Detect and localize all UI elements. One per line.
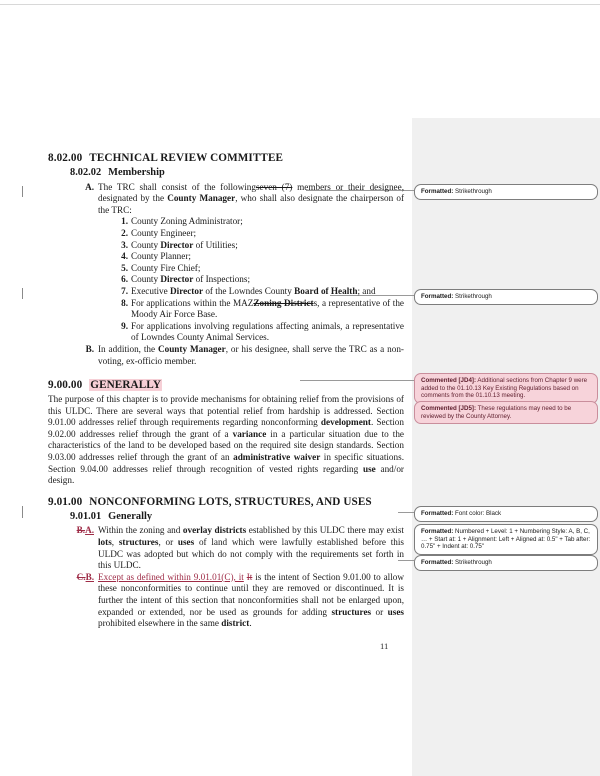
balloon-text: Strikethrough — [453, 188, 492, 195]
list-trc-members — [98, 216, 404, 344]
list-marker: 1. — [121, 216, 128, 227]
list-item-revised-a — [76, 525, 405, 571]
member-bold-2: Board of Health — [294, 285, 358, 296]
balloon-label: Commented [JD5]: — [421, 405, 477, 412]
item-a-p4: , or — [158, 537, 178, 548]
list-item-8 — [118, 298, 404, 321]
member-bold: Director — [160, 239, 194, 250]
change-bar — [22, 186, 23, 197]
formatted-balloon-strikethrough-3[interactable] — [414, 555, 598, 571]
inserted-marker: A. — [85, 525, 94, 536]
member-text-post: s, a representative of the Moody Air Force Base. — [131, 297, 404, 320]
member-bold: Director — [160, 274, 194, 285]
member-text-post: of Inspections; — [193, 274, 251, 285]
purpose-p1: The purpose of this chapter is to provide mechanisms for obtaining relief from the provisions of this ULDC. There are several ways that potential relief from hardship is addressed. Section 9.01.00 addresses relief through requirements regarding nonconforming — [48, 394, 404, 428]
item-a-p3: , — [111, 537, 119, 548]
purpose-p2: . Section 9.02.00 addresses relief through the grant of a — [48, 417, 404, 439]
list-item — [118, 251, 404, 263]
balloon-text: Numbered + Level: 1 + Numbering Style: A, B, C, … + Start at: 1 + Alignment: Left + Aligned at: 0.5" + Tab after: 0.75" + Indent at: 0.75" — [421, 528, 591, 551]
member-text: County Planner; — [131, 251, 191, 262]
item-a-bold-lots: lots — [98, 537, 112, 548]
heading-8-02-02 — [48, 167, 404, 180]
page-top-rule — [0, 4, 600, 5]
subheading-number: 9.01.01 — [70, 510, 102, 522]
formatted-balloon-strikethrough-2[interactable] — [414, 289, 598, 305]
purpose-bold-admin-waiver: administrative waiver — [233, 452, 321, 463]
subheading-title: Generally — [108, 510, 153, 522]
item-b-text-pre: In addition, the — [98, 343, 158, 354]
item-b-p4: . — [249, 618, 252, 629]
item-b-bold-structures: structures — [331, 606, 372, 617]
balloon-text: Strikethrough — [453, 293, 492, 300]
list-nonconforming — [48, 525, 404, 629]
item-b-text-post: , or his designee, shall serve the TRC as a non-voting, ex-officio member. — [98, 343, 404, 366]
list-marker: B. — [85, 343, 94, 354]
list-marker: 9. — [121, 320, 128, 331]
heading-title-highlighted: GENERALLY — [90, 379, 162, 392]
item-a-struck-text: seven (7) — [255, 181, 293, 192]
purpose-p3: in a particular situation due to the characteristics of the land to be developed based on the required site design standards. Section 9.03.00 addresses relief through the grant of an — [48, 428, 404, 463]
list-marker: A. — [85, 181, 94, 192]
item-b-p3: prohibited elsewhere in the same — [98, 618, 222, 629]
item-b-p1: is the intent of Section 9.01.00 to allow these nonconformities to continue until they are removed or discontinued. It is further the intent of this section that nonconformities shall not be enlarged upon, expanded or extended, nor be used as grounds for adding — [98, 571, 405, 617]
member-bold: Director — [170, 285, 204, 296]
subheading-title: Membership — [108, 167, 165, 178]
heading-9-01-01 — [48, 511, 404, 524]
member-text: County — [131, 274, 161, 285]
formatted-balloon-strikethrough-1[interactable] — [414, 184, 598, 200]
deleted-marker: C. — [76, 571, 86, 582]
heading-number: 9.00.00 — [48, 379, 83, 392]
item-a-p1: Within the zoning and — [98, 525, 183, 536]
list-marker: 3. — [121, 239, 128, 250]
list-item-b — [86, 344, 404, 367]
list-item — [118, 263, 404, 275]
comment-balloon-jd5[interactable] — [414, 401, 598, 424]
inserted-text: Except as defined within 9.01.01(C), it — [98, 571, 244, 582]
item-a-bold-structures: structures — [118, 537, 159, 548]
list-marker-revised — [74, 572, 94, 584]
item-a-text-tail: , who shall also designate the chairperson of the TRC: — [98, 193, 405, 215]
item-a-p2: established by this ULDC there may exist — [246, 525, 404, 536]
page-number: 11 — [380, 641, 389, 651]
member-text: Executive — [131, 285, 171, 296]
item-a-text-before: The TRC shall consist of the following — [98, 181, 256, 192]
member-text-post: of Utilities; — [193, 239, 238, 250]
document-body — [48, 152, 404, 630]
member-text-post: of the Lowndes County — [203, 285, 295, 296]
list-item — [118, 228, 404, 240]
list-item — [118, 216, 404, 228]
list-trc-membership — [48, 182, 404, 368]
balloon-text: Font color: Black — [453, 510, 502, 517]
item-b-bold-district: district — [221, 618, 250, 629]
list-item — [118, 321, 404, 344]
list-marker: 8. — [121, 297, 128, 308]
purpose-bold-development: development — [320, 417, 371, 428]
member-text: For applications involving regulations affecting animals, a representative of Lowndes County Animal Services. — [131, 320, 404, 343]
comment-balloon-jd4[interactable] — [414, 373, 598, 404]
item-a-p5: of land which were lawfully established before this ULDC was adopted but which do not comply with the requirements set forth in this ULDC. — [98, 537, 405, 571]
paragraph-chapter9-purpose — [48, 394, 404, 487]
balloon-label: Formatted: — [421, 528, 454, 535]
item-b-bold-county-manager: County Manager — [157, 343, 226, 354]
member-text: County Engineer; — [131, 227, 197, 238]
list-item-a — [86, 182, 404, 344]
formatted-balloon-numbering[interactable] — [414, 524, 598, 555]
list-marker: 5. — [121, 262, 128, 273]
heading-title: NONCONFORMING LOTS, STRUCTURES, AND USES — [89, 495, 372, 508]
member-text-post-2: ; and — [357, 285, 376, 296]
balloon-label: Formatted: — [421, 559, 454, 566]
list-item — [118, 286, 404, 298]
heading-8-02-00 — [48, 152, 404, 165]
inserted-marker: B. — [85, 571, 94, 582]
balloon-text: Strikethrough — [453, 559, 492, 566]
item-b-bold-uses: uses — [387, 606, 404, 617]
item-b-p2: or — [371, 606, 388, 617]
purpose-bold-use: use — [362, 463, 376, 474]
list-marker: 6. — [121, 274, 128, 285]
member-text: County Fire Chief; — [131, 262, 201, 273]
balloon-label: Commented [JD4]: — [421, 377, 477, 384]
purpose-p4: in specific situations. Section 9.04.00 addresses relief through recognition of vested rights regarding — [48, 452, 404, 474]
heading-9-00-00 — [48, 379, 404, 392]
balloon-text: Additional sections from Chapter 9 were added to the 01.10.13 Key Existing Regulations based on comments from the 01.10.13 meeting. — [421, 377, 588, 400]
heading-9-01-00 — [48, 496, 404, 509]
deleted-text: It — [246, 571, 253, 582]
list-item — [118, 240, 404, 252]
change-bar — [22, 288, 23, 299]
list-marker: 7. — [121, 285, 128, 296]
heading-title: TECHNICAL REVIEW COMMITTEE — [89, 152, 284, 164]
heading-number: 9.01.00 — [48, 495, 83, 508]
item-a-bold-county-manager: County Manager — [167, 193, 236, 204]
deleted-marker: B. — [76, 525, 86, 536]
item-a-bold-overlay-districts: overlay districts — [182, 525, 247, 536]
list-marker: 4. — [121, 251, 128, 262]
list-marker: 2. — [121, 227, 128, 238]
heading-number: 8.02.00 — [48, 152, 83, 164]
list-item — [118, 274, 404, 286]
member-text: County — [131, 239, 161, 250]
member-text: For applications within the MAZ — [131, 297, 254, 308]
list-item-revised-b — [76, 571, 405, 630]
list-marker-revised — [74, 525, 94, 537]
comment-gutter — [412, 118, 600, 776]
item-a-bold-uses: uses — [177, 537, 195, 548]
change-bar — [22, 506, 23, 518]
balloon-label: Formatted: — [421, 293, 454, 300]
formatted-balloon-font-color[interactable] — [414, 506, 598, 522]
purpose-bold-variance: variance — [232, 428, 267, 439]
balloon-label: Formatted: — [421, 510, 454, 517]
subheading-number: 8.02.02 — [70, 167, 102, 178]
member-struck-zoning-district: Zoning District — [253, 297, 314, 308]
balloon-text: These regulations may need to be reviewed by the County Attorney. — [421, 405, 572, 420]
balloon-label: Formatted: — [421, 188, 454, 195]
purpose-p5: and/or design. — [48, 463, 404, 486]
member-text: County Zoning Administrator; — [131, 216, 243, 227]
item-a-text-after: members or their designee, designated by the — [98, 181, 405, 204]
